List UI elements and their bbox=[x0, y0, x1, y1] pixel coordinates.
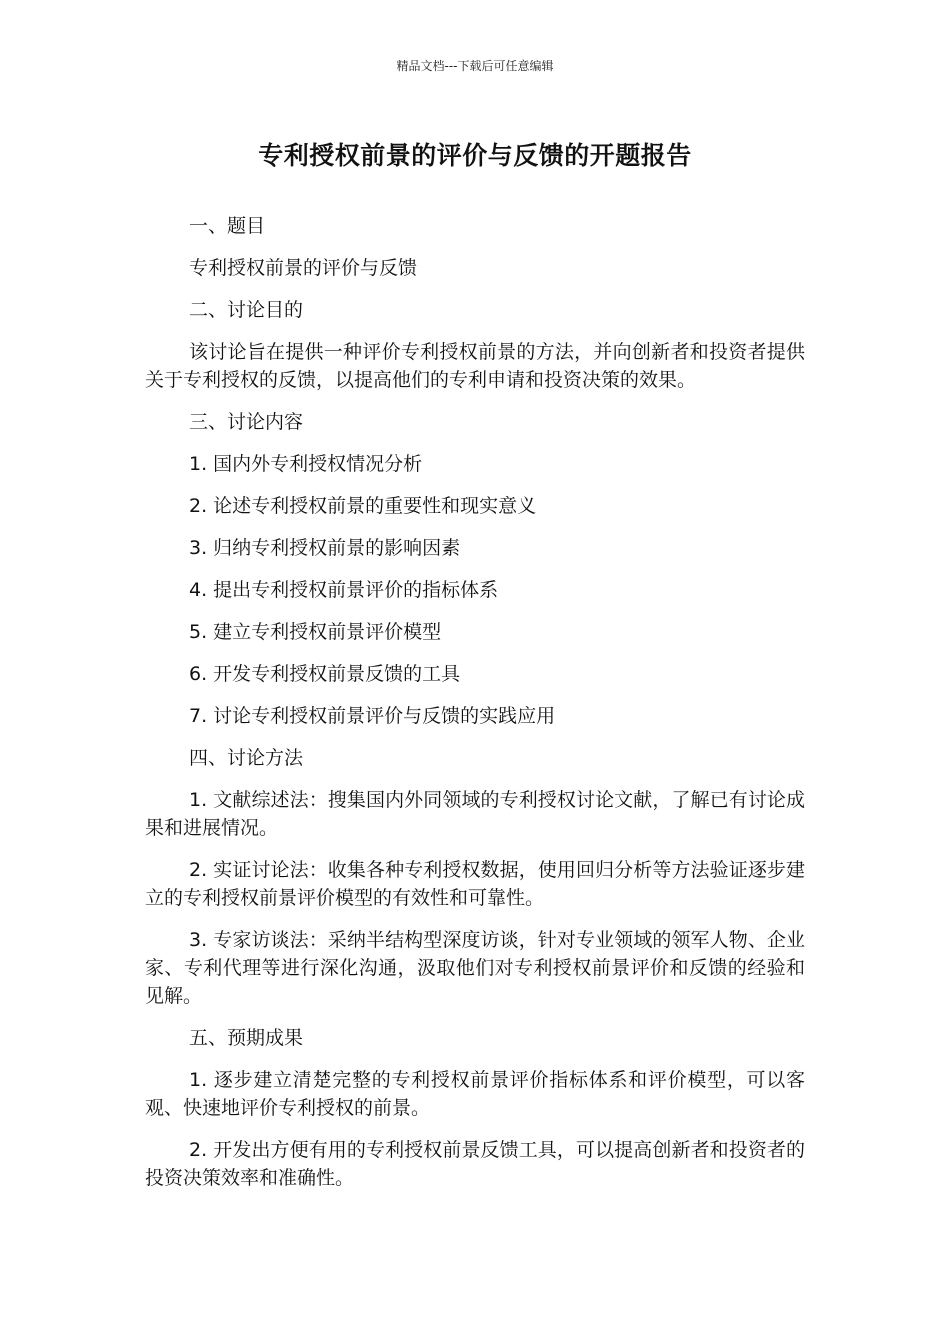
list-item: 1. 国内外专利授权情况分析 bbox=[189, 453, 423, 475]
list-item: 6. 开发专利授权前景反馈的工具 bbox=[189, 663, 461, 685]
list-item: 2. 实证讨论法：收集各种专利授权数据，使用回归分析等方法验证逐步建立的专利授权前景评价模型的有效性和可靠性。 bbox=[145, 859, 805, 909]
list-item: 1. 文献综述法：搜集国内外同领域的专利授权讨论文献，了解已有讨论成果和进展情况。 bbox=[145, 789, 805, 839]
document-body bbox=[145, 212, 805, 1206]
heading-method: 四、讨论方法 bbox=[189, 747, 304, 769]
header-note: 精品文档---下载后可任意编辑 bbox=[396, 59, 554, 73]
list-item: 2. 论述专利授权前景的重要性和现实意义 bbox=[189, 495, 537, 517]
list-item: 7. 讨论专利授权前景评价与反馈的实践应用 bbox=[189, 705, 556, 727]
heading-topic: 一、题目 bbox=[189, 215, 266, 237]
list-item: 3. 归纳专利授权前景的影响因素 bbox=[189, 537, 461, 559]
heading-expected-results: 五、预期成果 bbox=[189, 1027, 304, 1049]
list-item: 3. 专家访谈法：采纳半结构型深度访谈，针对专业领域的领军人物、企业家、专利代理等进行深化沟通，汲取他们对专利授权前景评价和反馈的经验和见解。 bbox=[145, 929, 805, 1007]
list-item: 2. 开发出方便有用的专利授权前景反馈工具，可以提高创新者和投资者的投资决策效率和准确性。 bbox=[145, 1139, 805, 1189]
list-item: 4. 提出专利授权前景评价的指标体系 bbox=[189, 579, 499, 601]
heading-content: 三、讨论内容 bbox=[189, 411, 304, 433]
paragraph-purpose-text: 该讨论旨在提供一种评价专利授权前景的方法，并向创新者和投资者提供关于专利授权的反馈，以提高他们的专利申请和投资决策的效果。 bbox=[145, 341, 805, 391]
list-item: 5. 建立专利授权前景评价模型 bbox=[189, 621, 442, 643]
paragraph-topic-text: 专利授权前景的评价与反馈 bbox=[189, 257, 418, 279]
heading-purpose: 二、讨论目的 bbox=[189, 299, 304, 321]
page-title: 专利授权前景的评价与反馈的开题报告 bbox=[258, 141, 692, 170]
list-item: 1. 逐步建立清楚完整的专利授权前景评价指标体系和评价模型，可以客观、快速地评价专利授权的前景。 bbox=[145, 1069, 805, 1119]
